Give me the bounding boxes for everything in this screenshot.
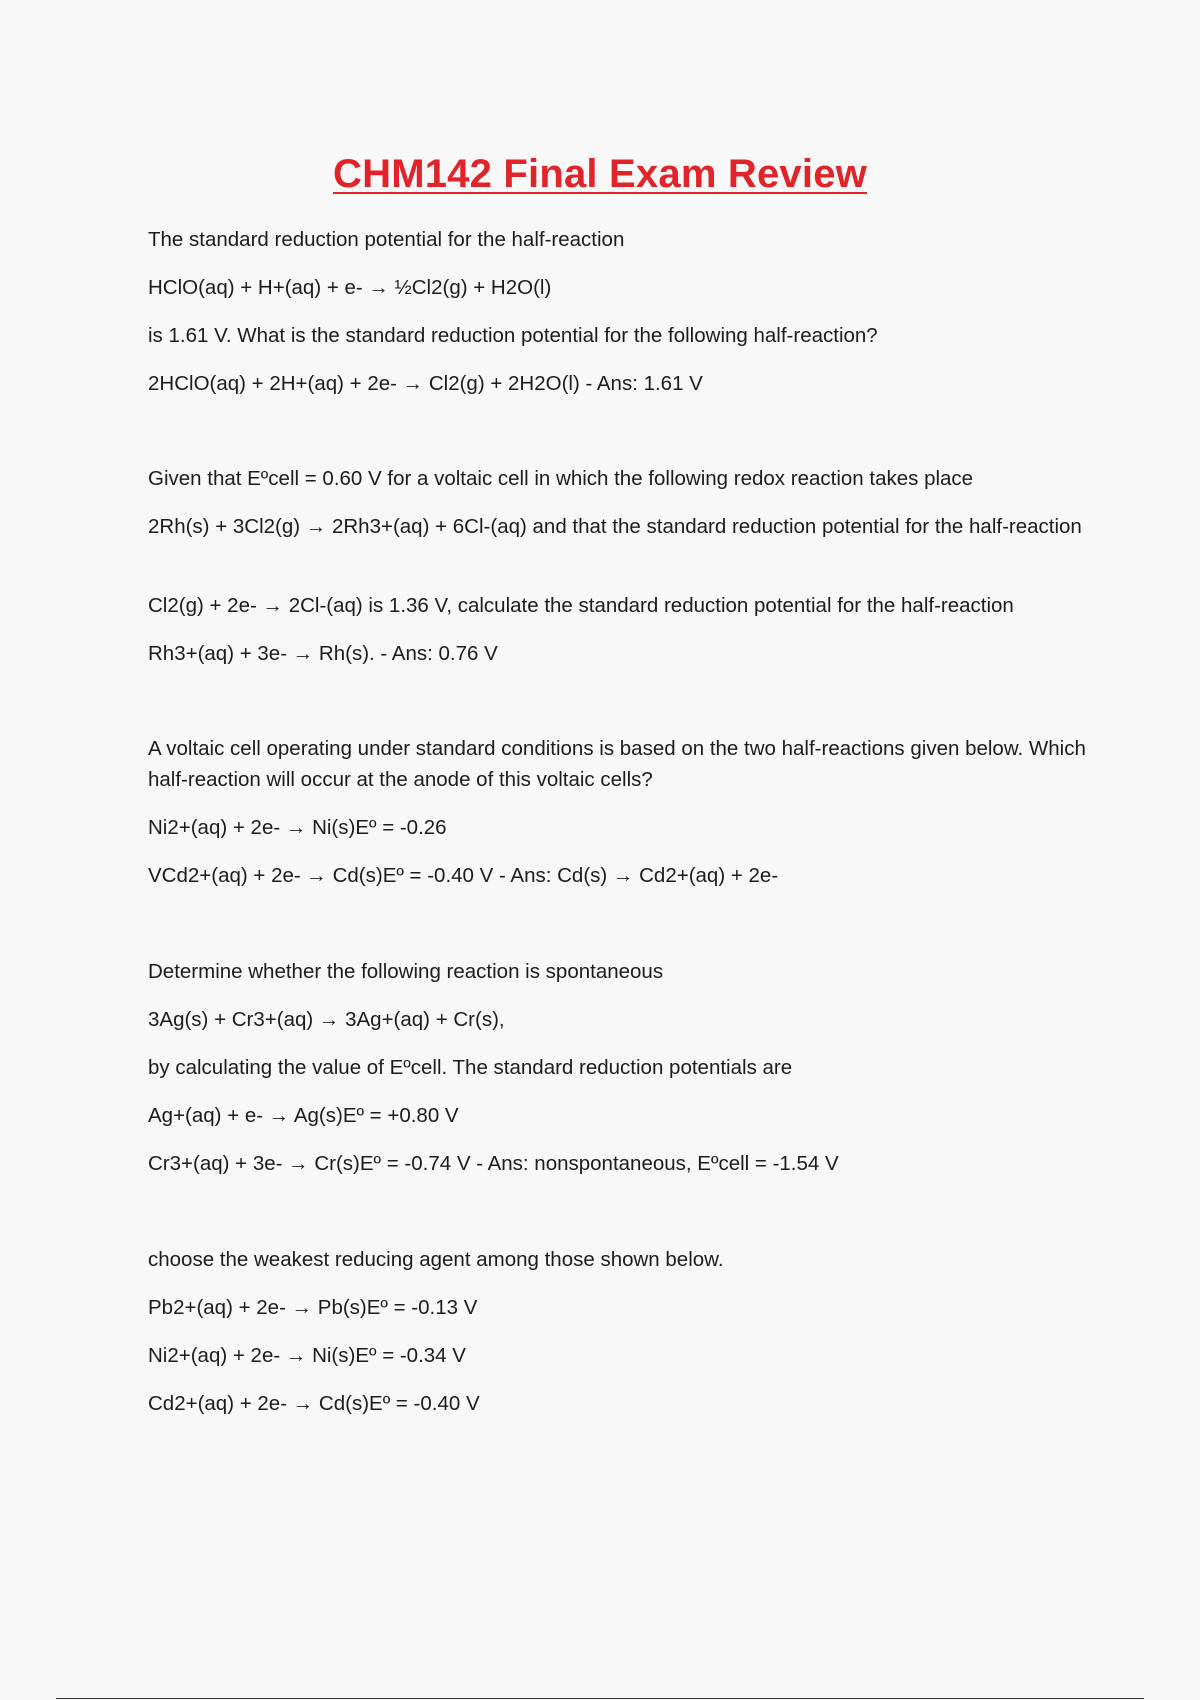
question-2-line-2: 2Rh(s) + 3Cl2(g) → 2Rh3+(aq) + 6Cl-(aq) and that the standard reduction potential for the half-reaction [148, 515, 1082, 538]
question-3-line-3: VCd2+(aq) + 2e- → Cd(s)Eº = -0.40 V - Ans: Cd(s) → Cd2+(aq) + 2e- [148, 864, 779, 887]
question-5-line-2: Pb2+(aq) + 2e- → Pb(s)Eº = -0.13 V [148, 1296, 478, 1319]
question-1-line-3: is 1.61 V. What is the standard reduction potential for the following half-reaction? [148, 324, 878, 347]
question-4-line-3: by calculating the value of Eºcell. The standard reduction potentials are [148, 1056, 793, 1079]
question-3-line-1: A voltaic cell operating under standard conditions is based on the two half-reactions given below. Which half-reaction will occur at the anode of this voltaic cells? [148, 737, 1086, 791]
question-2-line-1: Given that Eºcell = 0.60 V for a voltaic cell in which the following redox reaction takes place [148, 467, 974, 490]
footer-divider [56, 1698, 1144, 1699]
question-5-line-3: Ni2+(aq) + 2e- → Ni(s)Eº = -0.34 V [148, 1344, 466, 1367]
question-4-line-2: 3Ag(s) + Cr3+(aq) → 3Ag+(aq) + Cr(s), [148, 1008, 505, 1031]
question-4-line-5: Cr3+(aq) + 3e- → Cr(s)Eº = -0.74 V - Ans: nonspontaneous, Eºcell = -1.54 V [148, 1152, 839, 1175]
question-5-line-4: Cd2+(aq) + 2e- → Cd(s)Eº = -0.40 V [148, 1392, 480, 1415]
question-5-line-1: choose the weakest reducing agent among those shown below. [148, 1248, 724, 1271]
question-4-line-4: Ag+(aq) + e- → Ag(s)Eº = +0.80 V [148, 1104, 459, 1127]
question-1-line-2: HClO(aq) + H+(aq) + e- → ½Cl2(g) + H2O(l) [148, 276, 552, 299]
question-2-line-3: Cl2(g) + 2e- → 2Cl-(aq) is 1.36 V, calculate the standard reduction potential for the half-reaction [148, 594, 1014, 617]
page-title: CHM142 Final Exam Review [333, 152, 867, 196]
question-3-line-2: Ni2+(aq) + 2e- → Ni(s)Eº = -0.26 [148, 816, 447, 839]
question-4-line-1: Determine whether the following reaction is spontaneous [148, 960, 664, 983]
question-1-line-1: The standard reduction potential for the half-reaction [148, 228, 625, 251]
question-2-line-4: Rh3+(aq) + 3e- → Rh(s). - Ans: 0.76 V [148, 642, 498, 665]
question-1-line-4: 2HClO(aq) + 2H+(aq) + 2e- → Cl2(g) + 2H2O(l) - Ans: 1.61 V [148, 372, 703, 395]
